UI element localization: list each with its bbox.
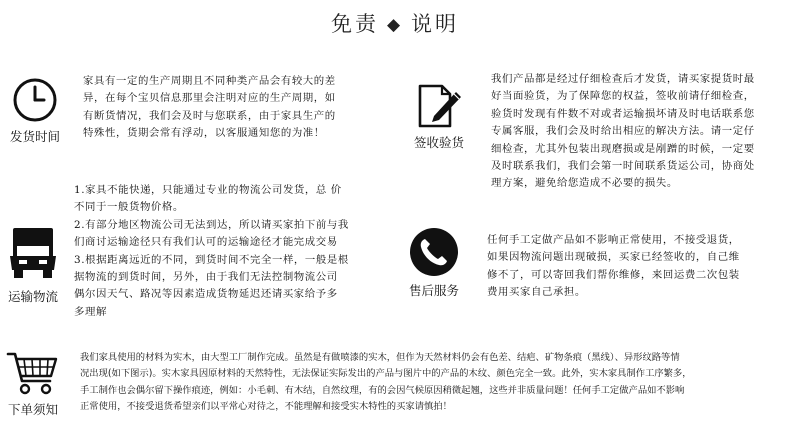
text-line: 专属客服，我们会及时给出相应的解决方法。请一定仔: [491, 125, 755, 138]
order-notice-block: [0, 349, 68, 418]
text-line: 们商讨运输途径只有我们认可的运输途径才能完成交易: [74, 236, 338, 249]
after-sales-block: [399, 226, 469, 299]
text-line: 况出现(如下图示)。实木家具因原材料的天然特性，无法保证实际发出的产品与图片中的产品的木纹、颜色完全一致。此外，实木家具制作工序繁多，: [80, 368, 692, 380]
phone-icon: [408, 226, 460, 278]
text-line: 家具有一定的生产周期且不同种类产品会有较大的差: [83, 75, 336, 87]
shopping-cart-icon: [6, 349, 60, 397]
text-line: 我们产品都是经过仔细检查后才发货，请买家提货时最: [491, 73, 755, 85]
text-line: 任何手工定做产品如不影响正常使用，不接受退货，: [487, 234, 740, 246]
diamond-icon: ◆: [386, 15, 404, 35]
text-line: 偶尔因天气、路况等因素造成货物延迟还请买家给予多: [74, 288, 338, 301]
order-notice-label: 下单须知: [7, 402, 58, 417]
text-line: 多理解: [74, 305, 107, 318]
title-right: 说明: [411, 12, 460, 36]
page-title: [0, 8, 790, 38]
text-line: 修不了，可以寄回我们帮你维修，来回运费二次包装: [487, 268, 740, 281]
truck-icon: [7, 226, 59, 284]
after-sales-text: [487, 232, 740, 302]
logistics-text: [74, 182, 349, 321]
receipt-label: 签收验货: [413, 135, 464, 150]
title-left: 免责: [330, 12, 379, 36]
receipt-text: [491, 71, 755, 193]
shipping-time-block: [0, 76, 70, 145]
text-line: 据物流的到货时间，另外，由于我们无法控制物流公司: [74, 271, 338, 284]
logistics-label: 运输物流: [7, 289, 58, 304]
text-line: 及时联系我们，我们会第一时间联系货运公司，协商处: [491, 160, 755, 173]
text-line: 不同于一般货物价格。: [74, 201, 184, 214]
text-line: 2.有部分地区物流公司无法到达，所以请买家拍下前与我: [74, 218, 349, 231]
text-line: 正常使用，不接受退货希望亲们以平常心对待之，不能理解和接受实木特性的买家请慎拍！: [80, 401, 452, 413]
text-line: 3.根据距离远近的不同，到货时间不完全一样，一般是根: [74, 253, 349, 266]
text-line: 如果因物流问题出现破损，买家已经签收的，自己维: [487, 251, 740, 264]
clock-icon: [11, 76, 59, 124]
text-line: 我们家具使用的材料为实木，由大型工厂制作完成。虽然是有做喷漆的实木，但作为天然材料仍会有色差、结疤、矿物条痕（黑线）、异形纹路等情: [80, 352, 680, 363]
receipt-block: [404, 82, 474, 151]
text-line: 有断货情况，我们会及时与您联系，由于家具生产的: [83, 109, 336, 122]
shipping-time-text: [83, 73, 336, 143]
text-line: 验货时发现有件数不对或者运输损坏请及时电话联系您: [491, 107, 755, 120]
text-line: 特殊性，货期会常有浮动，以客服通知您的为准！: [83, 127, 325, 140]
text-line: 手工制作也会偶尔留下操作痕迹，例如：小毛刺、有木结，自然纹理，有的会因气候原因稍微起翘，这些并非质量问题！任何手工定做产品如不影响: [80, 384, 685, 396]
pen-document-icon: [414, 82, 464, 130]
text-line: 异，在每个宝贝信息那里会注明对应的生产周期，如: [83, 92, 336, 105]
text-line: 理方案，避免给您造成不必要的损失。: [491, 177, 678, 190]
after-sales-label: 售后服务: [408, 283, 459, 298]
shipping-time-label: 发货时间: [9, 129, 60, 144]
text-line: 好当面验货，为了保障您的权益，签收前请仔细检查，: [491, 90, 755, 103]
text-line: 1.家具不能快递，只能通过专业的物流公司发货，总 价: [74, 184, 342, 196]
text-line: 细检查，尤其外包装出现磨损或是剐蹭的时候，一定要: [491, 142, 755, 155]
order-notice-text: [80, 350, 692, 416]
text-line: 费用买家自己承担。: [487, 286, 586, 299]
logistics-block: [0, 226, 68, 305]
